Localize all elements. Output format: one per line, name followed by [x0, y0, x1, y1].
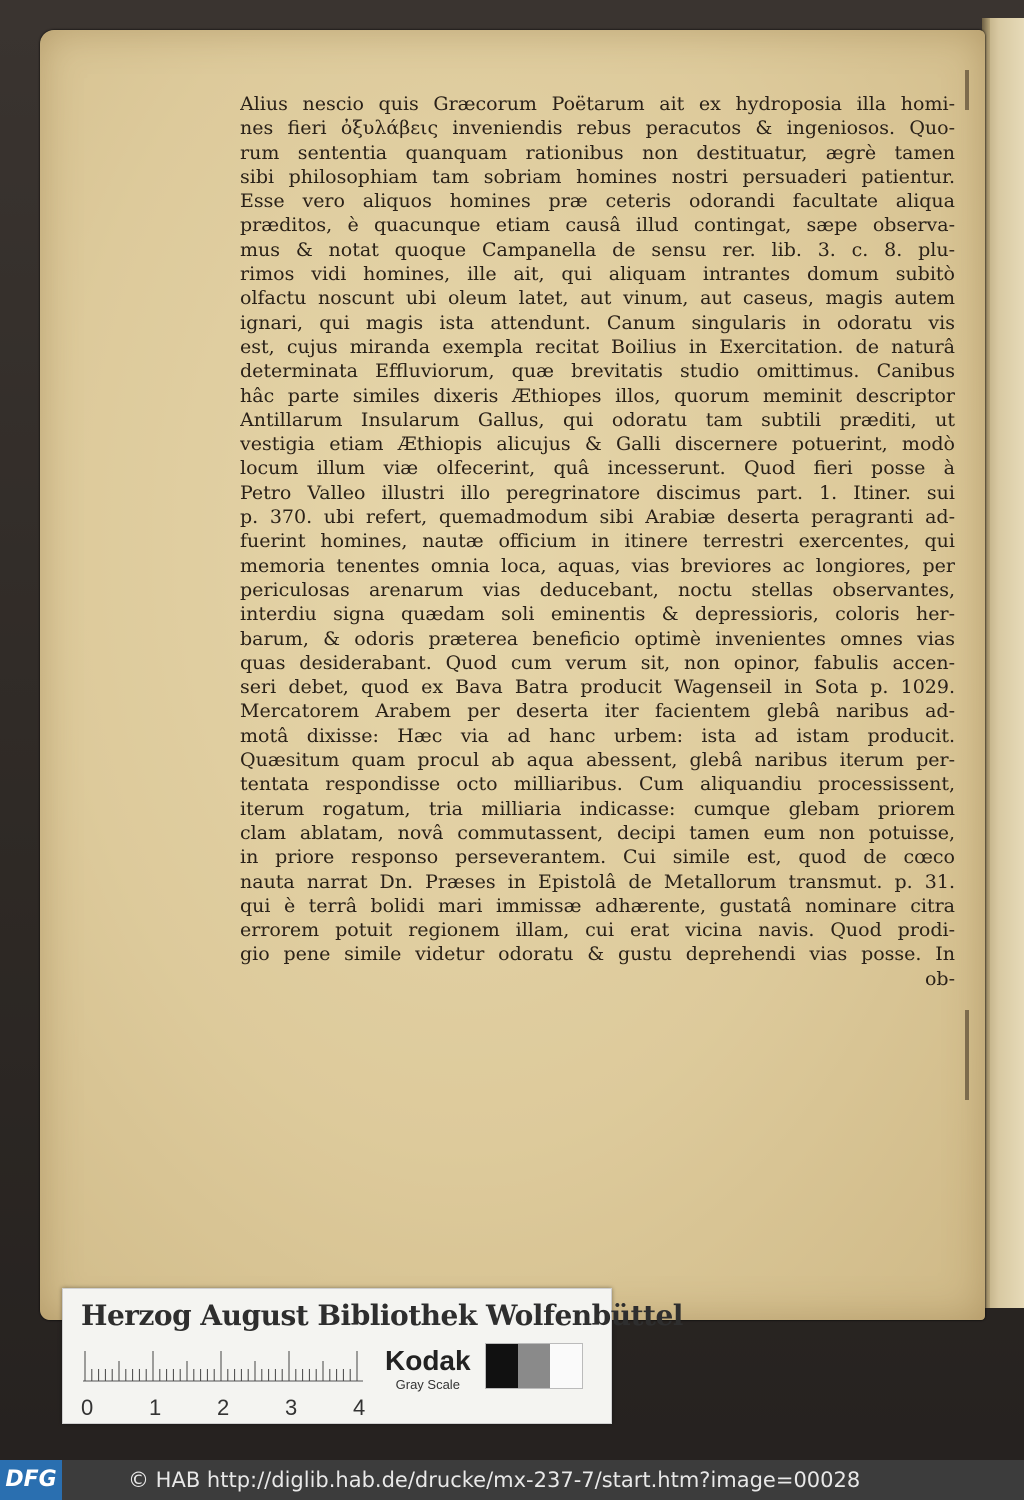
dfg-logo: DFG: [0, 1460, 62, 1500]
text-line: tentata respondisse octo milliaribus. Cum aliquandiu processissent,: [240, 773, 955, 796]
text-line: periculosas arenarum vias deducebant, noctu stellas observantes,: [240, 578, 955, 601]
text-line: præditos, è quacunque etiam causâ illud contingat, sæpe observa-: [240, 214, 955, 237]
text-line: clam ablatam, novâ commutassent, decipi tamen eum non potuisse,: [240, 821, 955, 844]
text-line: determinata Effluviorum, quæ brevitatis studio omittimus. Canibus: [240, 360, 955, 383]
text-line: nes fieri ὀξυλάβεις inveniendis rebus peracutos & ingeniosos. Quo-: [240, 117, 955, 140]
library-name: Herzog August Bibliothek Wolfenbüttel: [81, 1299, 683, 1332]
text-line: memoria tenentes omnia loca, aquas, vias breviores ac longiores, per: [240, 554, 955, 577]
text-line: barum, & odoris præterea beneficio optimè invenientes omnes vias: [240, 627, 955, 650]
text-line: Esse vero aliquos homines præ ceteris odorandi facultate aliqua: [240, 190, 955, 213]
text-line: interdiu signa quædam soli eminentis & depressioris, coloris her-: [240, 603, 955, 626]
copyright-url[interactable]: © HAB http://diglib.hab.de/drucke/mx-237-7/start.htm?image=00028: [128, 1468, 861, 1492]
text-line: est, cujus miranda exempla recitat Boilius in Exercitation. de naturâ: [240, 335, 955, 358]
text-line: Alius nescio quis Græcorum Poëtarum ait ex hydroposia illa homi-: [240, 93, 955, 115]
text-line: in priore responso perseverantem. Cui simile est, quod de cœco: [240, 846, 955, 869]
text-line: vestigia etiam Æthiopis alicujus & Galli discernere potuerint, modò: [240, 433, 955, 456]
text-line: Mercatorem Arabem per deserta iter facientem glebâ naribus ad-: [240, 700, 955, 723]
text-line: locum illum viæ olfecerint, quâ incesserunt. Quod fieri posse à: [240, 457, 955, 480]
margin-mark: [965, 70, 969, 110]
text-line: gio pene simile videtur odoratu & gustu deprehendi vias posse. In: [240, 943, 955, 966]
text-line: motâ dixisse: Hæc via ad hanc urbem: ista ad istam producit.: [240, 724, 955, 747]
ruler-number: 0: [81, 1395, 94, 1420]
text-line: ob-: [924, 967, 955, 990]
text-line: fuerint homines, nautæ officium in itinere terrestri exercentes, qui: [240, 530, 955, 553]
book-page: [40, 30, 985, 1320]
text-line: quas desiderabant. Quod cum verum sit, non opinor, fabulis accen-: [240, 651, 955, 674]
text-line: Quæsitum quam procul ab aqua abessent, glebâ naribus iterum per-: [240, 749, 955, 772]
gray-patch-black: [486, 1344, 518, 1388]
text-line: olfactu noscunt ubi oleum latet, aut vinum, aut caseus, magis autem: [240, 287, 955, 310]
text-line: iterum rogatum, tria milliaria indicasse: cumque glebam priorem: [240, 797, 955, 820]
ruler-numbers: [81, 1395, 381, 1419]
kodak-brand: Kodak: [385, 1345, 471, 1376]
facing-page-edge: [982, 18, 1024, 1308]
ruler-number: 3: [285, 1395, 298, 1420]
text-line: errorem potuit regionem illam, cui erat vicina navis. Quod prodi-: [240, 919, 955, 942]
kodak-subtitle: Gray Scale: [395, 1377, 460, 1392]
footer-bar: [0, 1460, 1024, 1500]
text-line: p. 370. ubi refert, quemadmodum sibi Arabiæ deserta peragranti ad-: [240, 506, 955, 529]
text-line: rimos vidi homines, ille ait, qui aliquam intrantes domum subitò: [240, 263, 955, 286]
ruler-number: 2: [217, 1395, 230, 1420]
text-line: qui è terrâ bolidi mari immissæ adhærente, gustatâ nominare citra: [240, 894, 955, 917]
text-line: rum sententia quanquam rationibus non destituatur, ægrè tamen: [240, 141, 955, 164]
scale-card: [62, 1288, 683, 1424]
ruler-number: 1: [149, 1395, 162, 1420]
gray-patch-mid: [518, 1344, 550, 1388]
text-line: nauta narrat Dn. Præses in Epistolâ de Metallorum transmut. p. 31.: [240, 870, 955, 893]
text-line: sibi philosophiam tam sobriam homines nostri persuaderi patientur.: [240, 165, 955, 188]
text-line: Antillarum Insularum Gallus, qui odoratu tam subtili præditi, ut: [240, 408, 955, 431]
text-line: seri debet, quod ex Bava Batra producit Wagenseil in Sota p. 1029.: [240, 676, 955, 699]
page-text: [240, 92, 955, 991]
gray-patch-white: [550, 1344, 582, 1388]
text-line: ignari, qui magis ista attendunt. Canum singularis in odoratu vis: [240, 311, 955, 334]
margin-mark: [965, 1010, 969, 1100]
text-line: hâc parte similes dixeris Æthiopes illos, quorum meminit descriptor: [240, 384, 955, 407]
gray-scale-patches: [485, 1343, 583, 1389]
kodak-label: [385, 1347, 471, 1392]
text-line: mus & notat quoque Campanella de sensu rer. lib. 3. c. 8. plu-: [240, 238, 955, 261]
ruler-scale: [83, 1351, 363, 1391]
ruler-number: 4: [353, 1395, 366, 1420]
text-line: Petro Valleo illustri illo peregrinatore discimus part. 1. Itiner. sui: [240, 481, 955, 504]
